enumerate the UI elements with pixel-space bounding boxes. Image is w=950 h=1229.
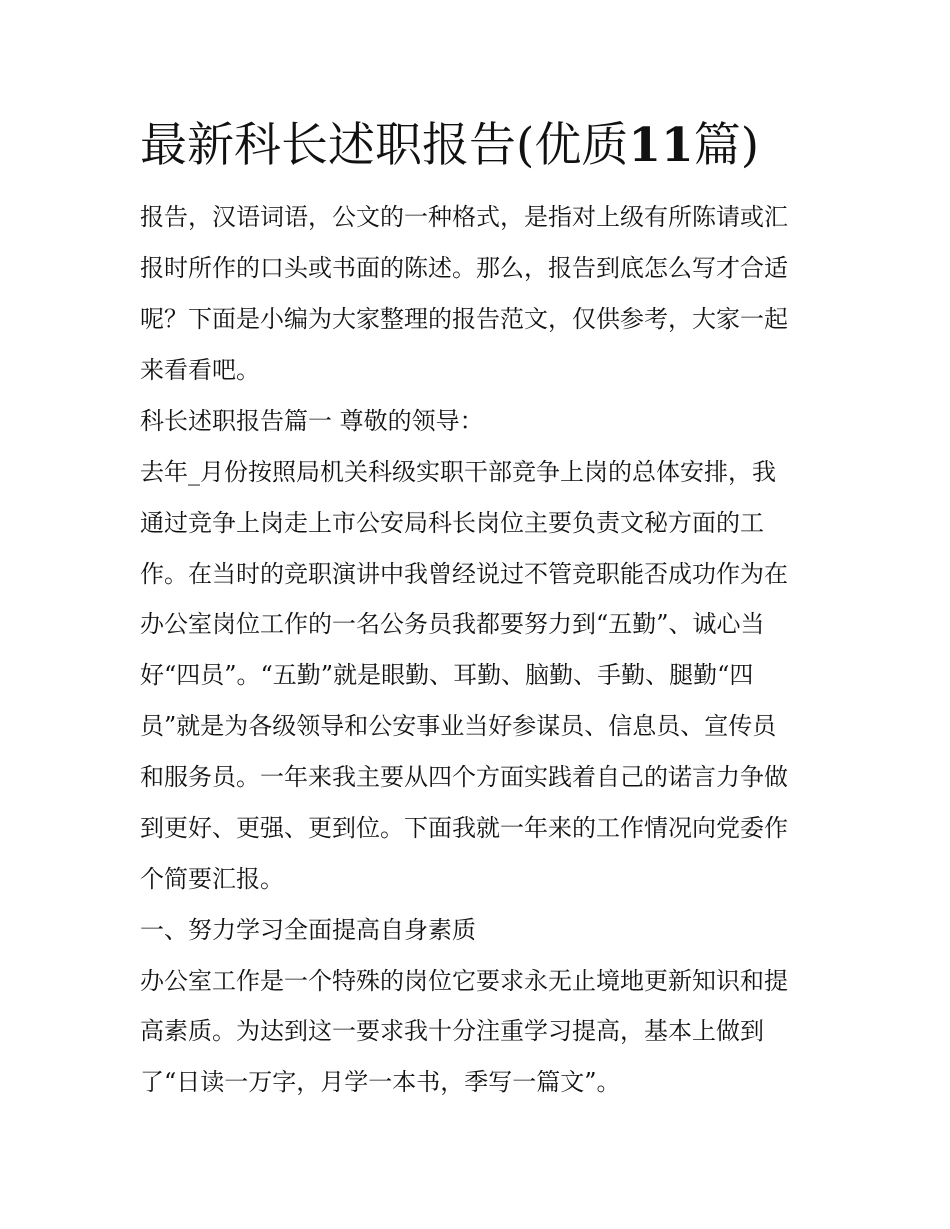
text-line: 了“日读一万字，月学一本书，季写一篇文”。: [140, 1068, 621, 1096]
title-prefix: 最新科长述职报告(优质: [140, 118, 629, 173]
document-title: [140, 112, 759, 180]
text-line: 个简要汇报。: [140, 865, 284, 893]
text-line: 去年_月份按照局机关科级实职干部竞争上岗的总体安排，我: [140, 458, 776, 486]
title-suffix: 篇): [693, 118, 760, 173]
text-line: 办公室岗位工作的一名公务员我都要努力到“五勤”、诚心当: [140, 610, 765, 638]
text-line: 员”就是为各级领导和公安事业当好参谋员、信息员、宣传员: [140, 712, 777, 740]
text-line: 办公室工作是一个特殊的岗位它要求永无止境地更新知识和提: [140, 967, 788, 995]
text-line: 作。在当时的竞职演讲中我曾经说过不管竞职能否成功作为在: [140, 560, 788, 588]
text-line: 高素质。为达到这一要求我十分注重学习提高，基本上做到: [140, 1017, 764, 1045]
text-line: 报告，汉语词语，公文的一种格式，是指对上级有所陈请或汇: [140, 203, 788, 231]
text-line: 呢？下面是小编为大家整理的报告范文，仅供参考，大家一起: [140, 305, 788, 333]
text-line: 通过竞争上岗走上市公安局科长岗位主要负责文秘方面的工: [140, 509, 764, 537]
text-line: 和服务员。一年来我主要从四个方面实践着自己的诺言力争做: [140, 763, 788, 791]
title-number: 11: [628, 118, 694, 173]
text-line: 到更好、更强、更到位。下面我就一年来的工作情况向党委作: [140, 814, 788, 842]
text-line: 来看看吧。: [140, 356, 260, 384]
section-heading: 科长述职报告篇一 尊敬的领导：: [140, 407, 484, 435]
text-line: 好“四员”。“五勤”就是眼勤、耳勤、脑勤、手勤、腿勤“四: [140, 661, 754, 689]
section-heading: 一、努力学习全面提高自身素质: [140, 916, 476, 944]
text-line: 报时所作的口头或书面的陈述。那么，报告到底怎么写才合适: [140, 254, 788, 282]
